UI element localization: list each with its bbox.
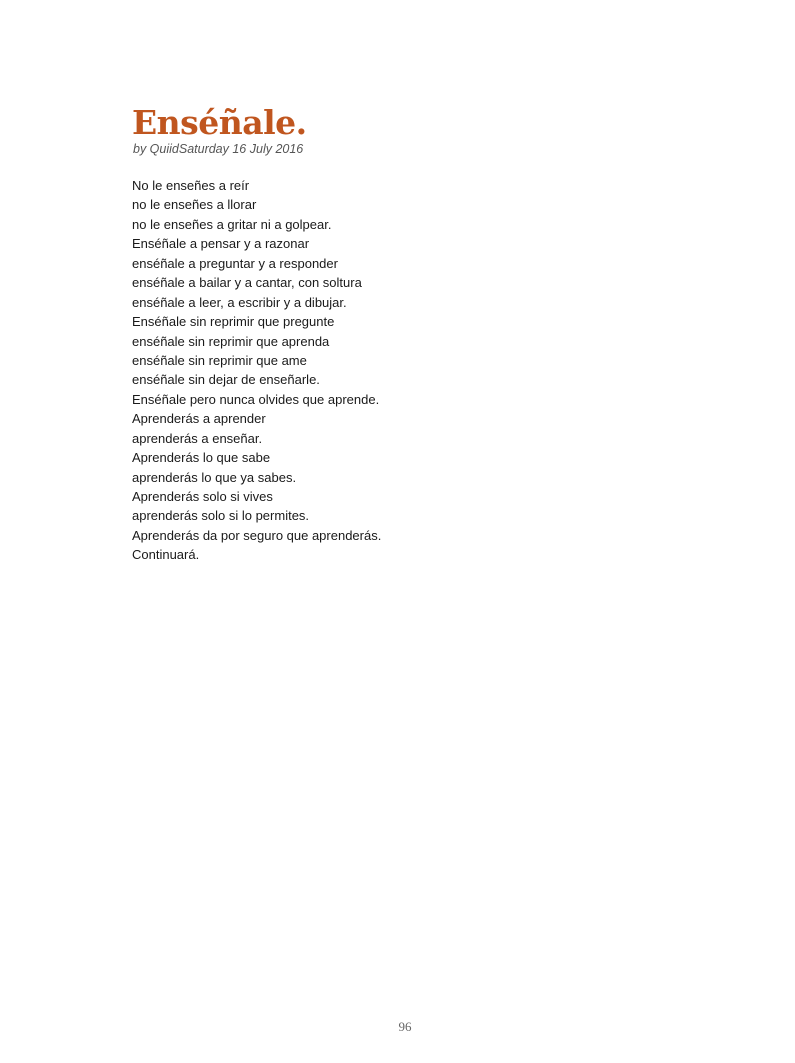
poem-line: Aprenderás a aprender <box>132 411 266 427</box>
poem-line: Aprenderás lo que sabe <box>132 450 271 466</box>
poem-line: aprenderás lo que ya sabes. <box>132 469 297 485</box>
page-number: 96 <box>398 1019 412 1034</box>
poem-line: no le enseñes a gritar ni a golpear. <box>132 216 332 232</box>
poem-line: enséñale sin dejar de enseñarle. <box>132 372 320 388</box>
poem-line: Aprenderás solo si vives <box>132 489 273 504</box>
poem-line: enséñale sin reprimir que ame <box>132 352 307 368</box>
poem-line: Enséñale pero nunca olvides que aprende. <box>132 391 380 407</box>
page-title: Enséñale. <box>132 103 307 142</box>
poem-body <box>132 176 592 565</box>
poem-line: enséñale a leer, a escribir y a dibujar. <box>132 294 347 310</box>
poem-line: enséñale sin reprimir que aprenda <box>132 333 330 349</box>
poem-line: Enséñale a pensar y a razonar <box>132 236 310 252</box>
poem-line: aprenderás solo si lo permites. <box>132 508 310 524</box>
poem-line: aprenderás a enseñar. <box>132 430 263 446</box>
poem-line: Enséñale sin reprimir que pregunte <box>132 314 335 330</box>
poem-line: no le enseñes a llorar <box>132 197 257 213</box>
poem-line: enséñale a preguntar y a responder <box>132 255 338 271</box>
poem-line: No le enseñes a reír <box>132 178 250 193</box>
author-date-byline: by QuiidSaturday 16 July 2016 <box>133 142 304 156</box>
poem-line: Continuará. <box>132 547 200 563</box>
poem-line: Aprenderás da por seguro que aprenderás. <box>132 527 382 543</box>
poem-line: enséñale a bailar y a cantar, con soltura <box>132 275 362 291</box>
